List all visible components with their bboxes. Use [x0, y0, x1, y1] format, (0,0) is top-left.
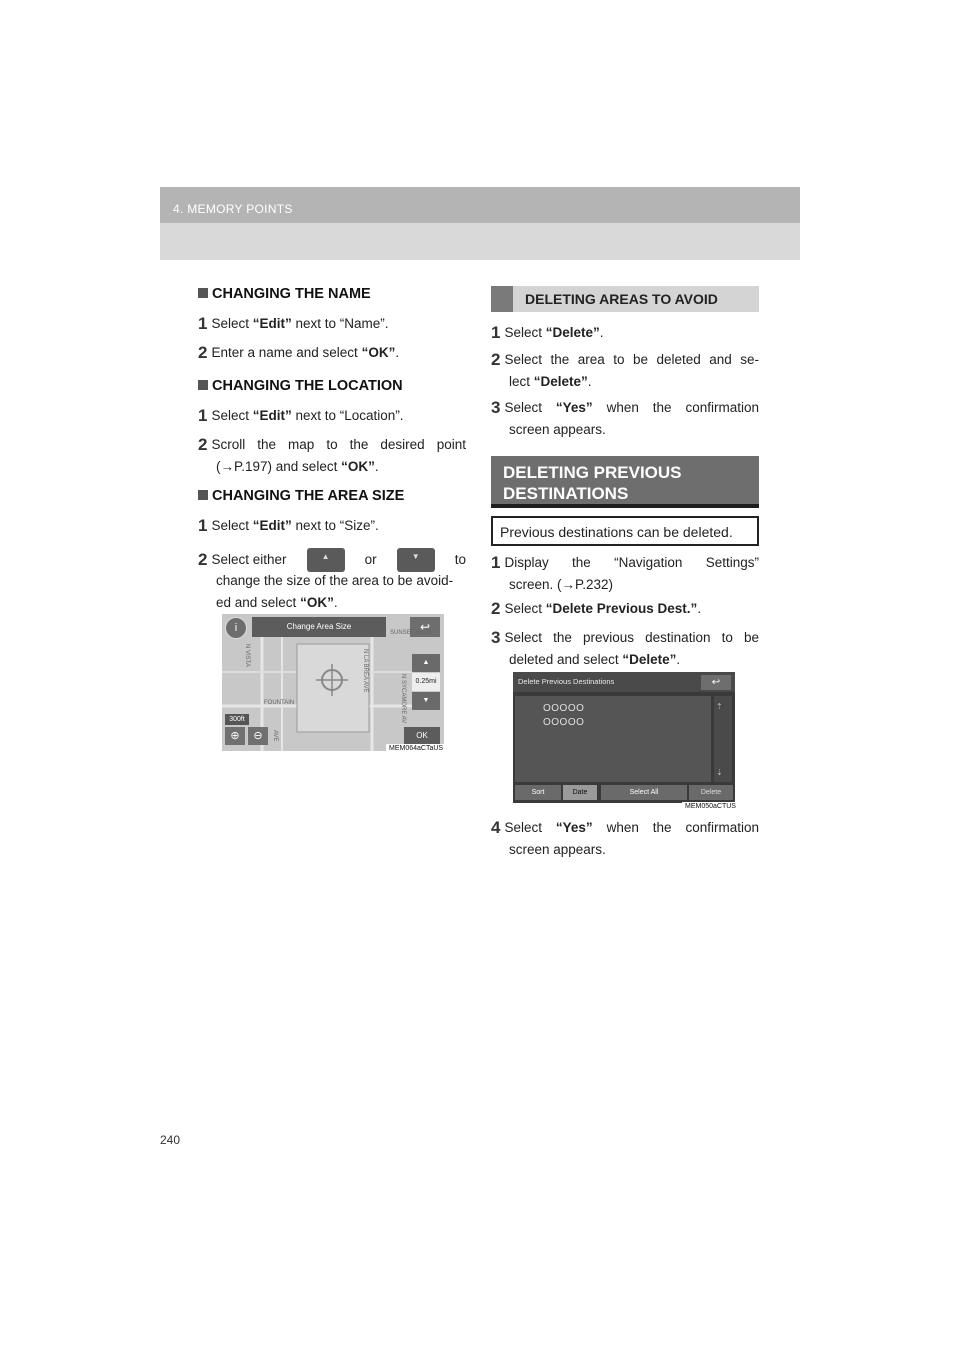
back-button[interactable]: ↩	[410, 617, 440, 637]
street-label: N SYCAMORE AV	[400, 674, 406, 724]
scroll-up-icon[interactable]: ⇡	[716, 702, 723, 711]
step-scroll-map: 2 Scroll the map to the desired point (→P.197) and select “OK”.	[198, 435, 466, 474]
street-label: FOUNTAIN	[264, 700, 295, 706]
street-label: SUNSET BLVD	[390, 630, 432, 636]
date-button[interactable]: Date	[563, 785, 597, 800]
up-arrow-button-icon: ▲	[307, 548, 345, 572]
select-all-button[interactable]: Select All	[601, 785, 687, 800]
step-display-nav-settings: 1 Display the “Navigation Settings” screen. (→P.232)	[491, 553, 759, 592]
list-item[interactable]: OOOOO	[543, 703, 585, 714]
delete-button[interactable]: Delete	[689, 785, 733, 800]
square-bullet-icon	[198, 288, 208, 298]
step-confirm-yes: 3 Select “Yes” when the confirmation screen appears.	[491, 398, 759, 437]
sort-button[interactable]: Sort	[515, 785, 561, 800]
zoom-out-icon[interactable]: ⊖	[248, 727, 268, 745]
heading-deleting-previous: DELETING PREVIOUS DESTINATIONS	[491, 456, 759, 508]
step-select-previous: 3 Select the previous destination to be deleted and select “Delete”.	[491, 628, 759, 667]
up-button[interactable]: ▲	[412, 654, 440, 672]
street-label: N VISTA	[244, 644, 250, 667]
step-edit-location: 1 Select “Edit” next to “Location”.	[198, 406, 404, 425]
down-arrow-button-icon: ▼	[397, 548, 435, 572]
street-label: N LA BREA AVE	[362, 649, 368, 693]
step-edit-size: 1 Select “Edit” next to “Size”.	[198, 516, 379, 535]
section-title: 4. MEMORY POINTS	[173, 202, 293, 216]
section-bar-deleting-areas: DELETING AREAS TO AVOID	[491, 286, 759, 312]
square-bullet-icon	[198, 490, 208, 500]
step-delete-prev-dest: 2 Select “Delete Previous Dest.”.	[491, 599, 702, 618]
list-item[interactable]: OOOOO	[543, 717, 585, 728]
street-label: AVE	[272, 730, 278, 742]
scale-readout: 0.25mi	[412, 673, 440, 691]
compass-icon[interactable]: i	[225, 617, 247, 639]
image-code: MEM050aCTUS	[682, 802, 739, 811]
subheading-changing-name: CHANGING THE NAME	[198, 286, 371, 302]
step-enter-name: 2 Enter a name and select “OK”.	[198, 343, 400, 362]
square-bullet-icon	[198, 380, 208, 390]
subheading-changing-location: CHANGING THE LOCATION	[198, 378, 403, 394]
map-scale: 300ft	[225, 714, 249, 725]
step-select-area: 2 Select the area to be deleted and se- lect “Delete”.	[491, 350, 759, 389]
delete-previous-screenshot	[513, 672, 735, 803]
step-select-delete: 1 Select “Delete”.	[491, 323, 604, 342]
screen-title: Change Area Size	[252, 617, 386, 637]
info-note: Previous destinations can be deleted.	[491, 516, 759, 546]
screen-title: Delete Previous Destinations	[518, 677, 615, 686]
zoom-in-icon[interactable]: ⊕	[225, 727, 245, 745]
down-button[interactable]: ▼	[412, 692, 440, 710]
step-change-size: 2 Select either ▲ or ▼ to change the size of the area to be avoid- ed and select “OK”.	[198, 550, 466, 610]
page-number: 240	[160, 1133, 181, 1147]
ok-button[interactable]: OK	[404, 727, 440, 745]
step-confirm-yes-2: 4 Select “Yes” when the confirmation screen appears.	[491, 818, 759, 857]
image-code: MEM064aCTaUS	[386, 744, 446, 753]
scroll-down-icon[interactable]: ⇣	[716, 768, 723, 777]
step-edit-name: 1 Select “Edit” next to “Name”.	[198, 314, 389, 333]
subheading-changing-area: CHANGING THE AREA SIZE	[198, 488, 404, 504]
back-button[interactable]: ↩	[701, 675, 731, 690]
change-area-size-screenshot	[222, 614, 444, 751]
